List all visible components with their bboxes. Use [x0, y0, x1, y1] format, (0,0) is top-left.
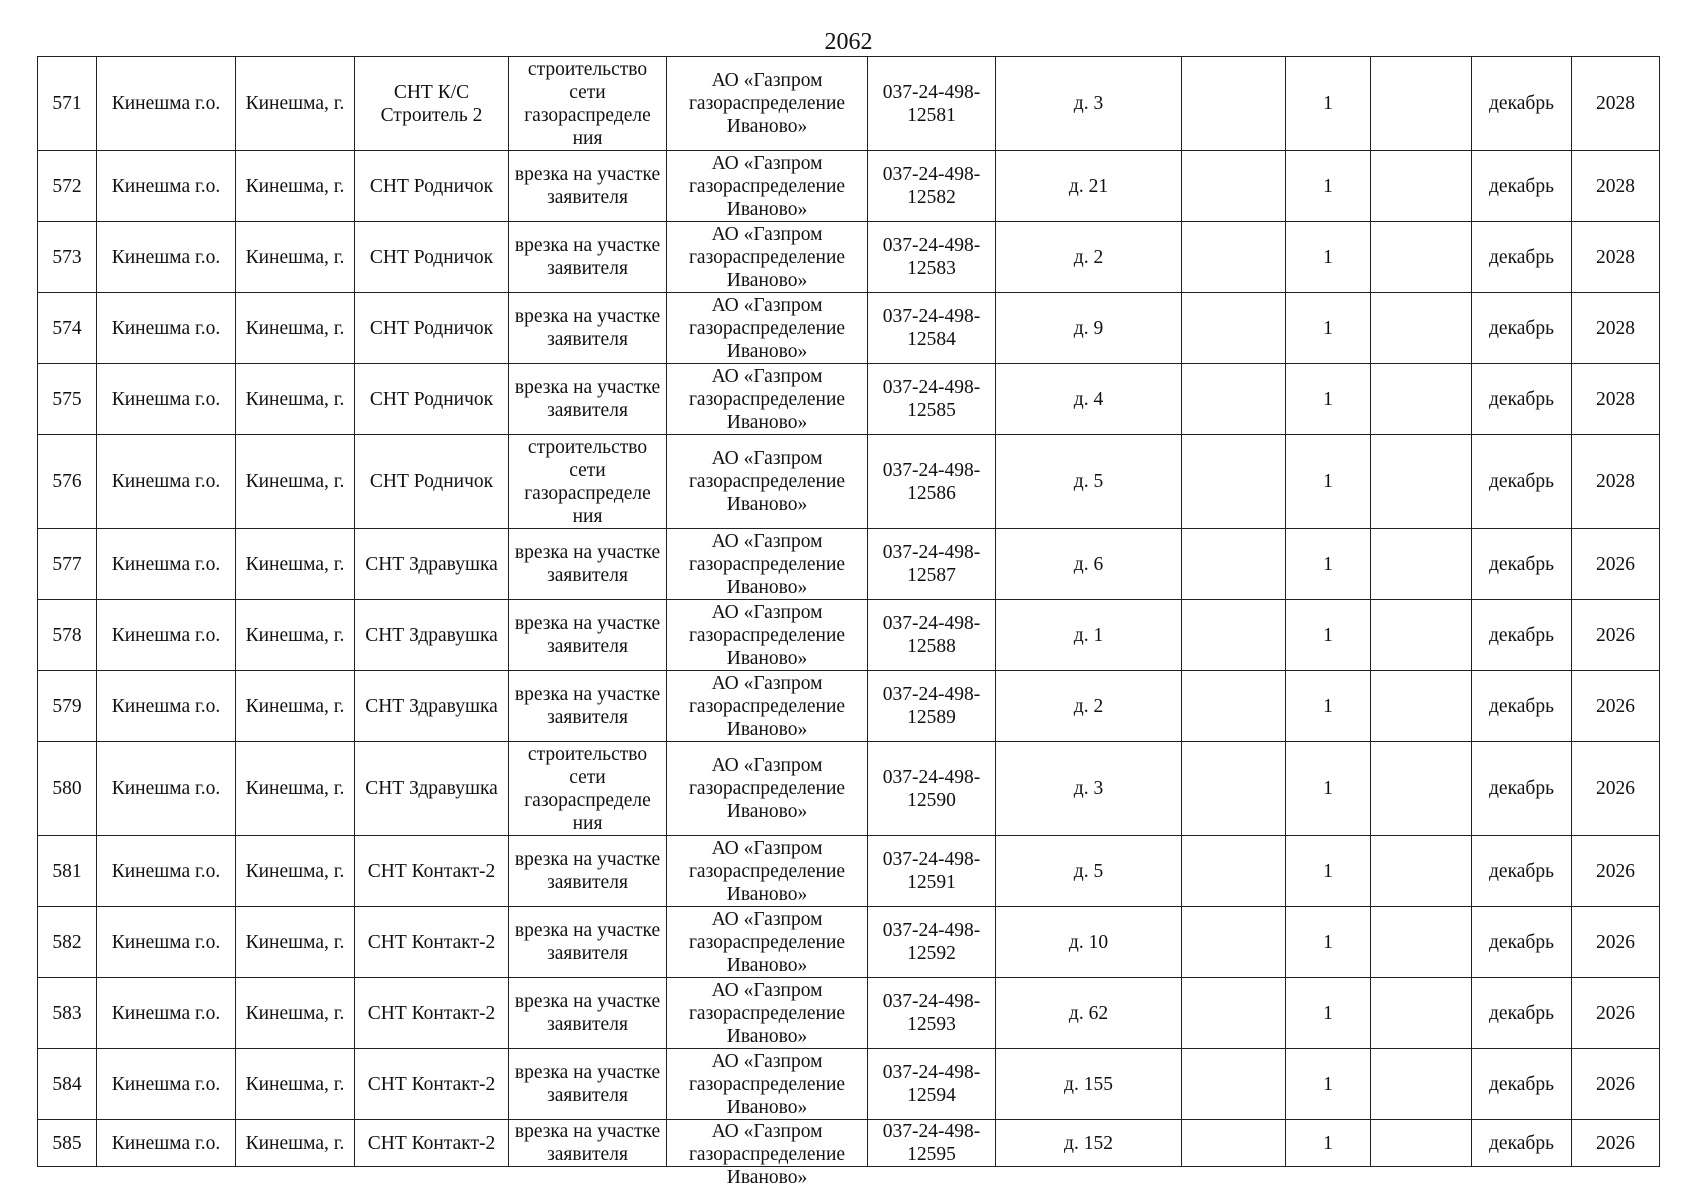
month-cell: декабрь — [1472, 907, 1572, 978]
empty-cell — [1371, 293, 1472, 364]
organization-cell: АО «Газпром газораспределение Иваново» — [667, 836, 868, 907]
settlement-cell: СНТ Здравушка — [355, 529, 509, 600]
settlement-cell: СНТ Контакт-2 — [355, 978, 509, 1049]
house-cell: д. 9 — [996, 293, 1182, 364]
empty-cell — [1371, 151, 1472, 222]
district-cell: Кинешма г.о. — [97, 978, 236, 1049]
district-cell: Кинешма г.о. — [97, 742, 236, 836]
row-number: 574 — [38, 293, 97, 364]
table-row — [38, 1120, 1660, 1167]
row-number: 573 — [38, 222, 97, 293]
city-cell: Кинешма, г. — [236, 57, 355, 151]
city-cell: Кинешма, г. — [236, 435, 355, 529]
settlement-cell: СНТ Родничок — [355, 293, 509, 364]
row-number: 584 — [38, 1049, 97, 1120]
row-number: 582 — [38, 907, 97, 978]
empty-cell — [1371, 1049, 1472, 1120]
settlement-cell: СНТ Здравушка — [355, 671, 509, 742]
district-cell: Кинешма г.о. — [97, 151, 236, 222]
house-cell: д. 5 — [996, 836, 1182, 907]
month-cell: декабрь — [1472, 978, 1572, 1049]
empty-cell — [1182, 529, 1286, 600]
quantity-cell: 1 — [1286, 907, 1371, 978]
quantity-cell: 1 — [1286, 742, 1371, 836]
work-type-cell: врезка на участке заявителя — [509, 529, 667, 600]
year-cell: 2028 — [1572, 57, 1660, 151]
empty-cell — [1371, 600, 1472, 671]
work-type-cell: врезка на участке заявителя — [509, 836, 667, 907]
table-row — [38, 293, 1660, 364]
empty-cell — [1182, 671, 1286, 742]
page-number: 2062 — [824, 29, 873, 55]
row-number: 583 — [38, 978, 97, 1049]
empty-cell — [1371, 907, 1472, 978]
district-cell: Кинешма г.о. — [97, 907, 236, 978]
month-cell: декабрь — [1472, 742, 1572, 836]
quantity-cell: 1 — [1286, 836, 1371, 907]
empty-cell — [1182, 57, 1286, 151]
request-code-cell: 037-24-498-12583 — [868, 222, 996, 293]
house-cell: д. 4 — [996, 364, 1182, 435]
work-type-cell: врезка на участке заявителя — [509, 1049, 667, 1120]
quantity-cell: 1 — [1286, 364, 1371, 435]
work-type-cell: врезка на участке заявителя — [509, 151, 667, 222]
house-cell: д. 152 — [996, 1120, 1182, 1167]
organization-cell: АО «Газпром газораспределение Иваново» — [667, 529, 868, 600]
table-row — [38, 671, 1660, 742]
empty-cell — [1371, 364, 1472, 435]
quantity-cell: 1 — [1286, 57, 1371, 151]
settlement-cell: СНТ Родничок — [355, 364, 509, 435]
work-type-cell: строительство сети газораспределе ния — [509, 742, 667, 836]
organization-cell: АО «Газпром газораспределение Иваново» — [667, 435, 868, 529]
house-cell: д. 2 — [996, 671, 1182, 742]
district-cell: Кинешма г.о. — [97, 529, 236, 600]
organization-cell — [667, 1120, 868, 1188]
request-code-cell: 037-24-498-12584 — [868, 293, 996, 364]
city-cell: Кинешма, г. — [236, 600, 355, 671]
row-number: 585 — [38, 1120, 97, 1167]
quantity-cell: 1 — [1286, 293, 1371, 364]
city-cell: Кинешма, г. — [236, 364, 355, 435]
row-number: 579 — [38, 671, 97, 742]
row-number: 581 — [38, 836, 97, 907]
month-cell: декабрь — [1472, 836, 1572, 907]
month-cell: декабрь — [1472, 57, 1572, 151]
request-code-cell: 037-24-498-12581 — [868, 57, 996, 151]
year-cell: 2028 — [1572, 293, 1660, 364]
table-row — [38, 151, 1660, 222]
quantity-cell: 1 — [1286, 222, 1371, 293]
house-cell: д. 155 — [996, 1049, 1182, 1120]
year-cell: 2026 — [1572, 907, 1660, 978]
empty-cell — [1371, 435, 1472, 529]
work-type-cell: врезка на участке заявителя — [509, 293, 667, 364]
empty-cell — [1371, 1120, 1472, 1167]
city-cell: Кинешма, г. — [236, 978, 355, 1049]
district-cell: Кинешма г.о. — [97, 435, 236, 529]
empty-cell — [1182, 907, 1286, 978]
district-cell: Кинешма г.о. — [97, 57, 236, 151]
month-cell: декабрь — [1472, 1049, 1572, 1120]
request-code-cell: 037-24-498-12587 — [868, 529, 996, 600]
request-code-cell: 037-24-498-12595 — [868, 1120, 996, 1167]
quantity-cell: 1 — [1286, 529, 1371, 600]
empty-cell — [1182, 151, 1286, 222]
house-cell: д. 6 — [996, 529, 1182, 600]
district-cell: Кинешма г.о. — [97, 600, 236, 671]
quantity-cell: 1 — [1286, 151, 1371, 222]
organization-cell: АО «Газпром газораспределение Иваново» — [667, 600, 868, 671]
year-cell: 2028 — [1572, 222, 1660, 293]
house-cell: д. 1 — [996, 600, 1182, 671]
request-code-cell: 037-24-498-12589 — [868, 671, 996, 742]
empty-cell — [1182, 222, 1286, 293]
organization-cell-text: АО «Газпром газораспределение Иваново» — [688, 1121, 846, 1188]
request-code-cell: 037-24-498-12586 — [868, 435, 996, 529]
city-cell: Кинешма, г. — [236, 151, 355, 222]
registry-table — [37, 56, 1660, 1188]
quantity-cell: 1 — [1286, 600, 1371, 671]
empty-cell — [1182, 293, 1286, 364]
city-cell: Кинешма, г. — [236, 222, 355, 293]
year-cell: 2028 — [1572, 364, 1660, 435]
city-cell: Кинешма, г. — [236, 742, 355, 836]
empty-cell — [1182, 364, 1286, 435]
settlement-cell: СНТ Контакт-2 — [355, 1120, 509, 1167]
empty-cell — [1371, 671, 1472, 742]
settlement-cell: СНТ Здравушка — [355, 742, 509, 836]
quantity-cell: 1 — [1286, 435, 1371, 529]
request-code-cell: 037-24-498-12582 — [868, 151, 996, 222]
year-cell: 2026 — [1572, 1049, 1660, 1120]
house-cell: д. 5 — [996, 435, 1182, 529]
registry-rows — [38, 57, 1660, 1188]
quantity-cell: 1 — [1286, 978, 1371, 1049]
work-type-cell: врезка на участке заявителя — [509, 364, 667, 435]
year-cell: 2026 — [1572, 600, 1660, 671]
row-number: 577 — [38, 529, 97, 600]
settlement-cell: СНТ Родничок — [355, 435, 509, 529]
settlement-cell: СНТ Контакт-2 — [355, 1049, 509, 1120]
empty-cell — [1182, 1120, 1286, 1167]
month-cell: декабрь — [1472, 600, 1572, 671]
organization-cell: АО «Газпром газораспределение Иваново» — [667, 671, 868, 742]
request-code-cell: 037-24-498-12588 — [868, 600, 996, 671]
row-number: 578 — [38, 600, 97, 671]
table-row — [38, 600, 1660, 671]
organization-cell: АО «Газпром газораспределение Иваново» — [667, 364, 868, 435]
city-cell: Кинешма, г. — [236, 907, 355, 978]
year-cell: 2026 — [1572, 1120, 1660, 1167]
house-cell: д. 10 — [996, 907, 1182, 978]
empty-cell — [1371, 978, 1472, 1049]
district-cell: Кинешма г.о. — [97, 1049, 236, 1120]
request-code-cell: 037-24-498-12593 — [868, 978, 996, 1049]
organization-cell: АО «Газпром газораспределение Иваново» — [667, 222, 868, 293]
settlement-cell: СНТ Родничок — [355, 222, 509, 293]
settlement-cell: СНТ К/С Строитель 2 — [355, 57, 509, 151]
year-cell: 2028 — [1572, 435, 1660, 529]
quantity-cell: 1 — [1286, 1049, 1371, 1120]
organization-cell: АО «Газпром газораспределение Иваново» — [667, 57, 868, 151]
city-cell: Кинешма, г. — [236, 1049, 355, 1120]
empty-cell — [1182, 742, 1286, 836]
city-cell: Кинешма, г. — [236, 671, 355, 742]
year-cell: 2028 — [1572, 151, 1660, 222]
empty-cell — [1182, 435, 1286, 529]
row-number: 571 — [38, 57, 97, 151]
organization-cell: АО «Газпром газораспределение Иваново» — [667, 293, 868, 364]
district-cell: Кинешма г.о. — [97, 836, 236, 907]
year-cell: 2026 — [1572, 836, 1660, 907]
district-cell: Кинешма г.о. — [97, 671, 236, 742]
city-cell: Кинешма, г. — [236, 1120, 355, 1167]
district-cell: Кинешма г.о. — [97, 293, 236, 364]
request-code-cell: 037-24-498-12585 — [868, 364, 996, 435]
organization-cell: АО «Газпром газораспределение Иваново» — [667, 742, 868, 836]
request-code-cell: 037-24-498-12591 — [868, 836, 996, 907]
table-row — [38, 1049, 1660, 1120]
request-code-cell: 037-24-498-12592 — [868, 907, 996, 978]
month-cell: декабрь — [1472, 435, 1572, 529]
month-cell: декабрь — [1472, 151, 1572, 222]
request-code-cell: 037-24-498-12590 — [868, 742, 996, 836]
empty-cell — [1182, 1049, 1286, 1120]
empty-cell — [1371, 57, 1472, 151]
empty-cell — [1182, 600, 1286, 671]
district-cell: Кинешма г.о. — [97, 222, 236, 293]
organization-cell: АО «Газпром газораспределение Иваново» — [667, 151, 868, 222]
settlement-cell: СНТ Родничок — [355, 151, 509, 222]
work-type-cell: строительство сети газораспределе ния — [509, 57, 667, 151]
work-type-cell: строительство сети газораспределе ния — [509, 435, 667, 529]
month-cell: декабрь — [1472, 293, 1572, 364]
district-cell: Кинешма г.о. — [97, 1120, 236, 1167]
organization-cell: АО «Газпром газораспределение Иваново» — [667, 978, 868, 1049]
house-cell: д. 3 — [996, 742, 1182, 836]
house-cell: д. 21 — [996, 151, 1182, 222]
quantity-cell: 1 — [1286, 671, 1371, 742]
empty-cell — [1182, 836, 1286, 907]
table-row — [38, 529, 1660, 600]
year-cell: 2026 — [1572, 978, 1660, 1049]
table-row — [38, 742, 1660, 836]
work-type-cell — [509, 1120, 667, 1167]
month-cell: декабрь — [1472, 529, 1572, 600]
house-cell: д. 2 — [996, 222, 1182, 293]
row-number: 580 — [38, 742, 97, 836]
organization-cell: АО «Газпром газораспределение Иваново» — [667, 907, 868, 978]
request-code-cell: 037-24-498-12594 — [868, 1049, 996, 1120]
table-row — [38, 222, 1660, 293]
table-row — [38, 435, 1660, 529]
organization-cell: АО «Газпром газораспределение Иваново» — [667, 1049, 868, 1120]
year-cell: 2026 — [1572, 529, 1660, 600]
work-type-cell: врезка на участке заявителя — [509, 222, 667, 293]
work-type-cell: врезка на участке заявителя — [509, 671, 667, 742]
city-cell: Кинешма, г. — [236, 529, 355, 600]
empty-cell — [1371, 222, 1472, 293]
work-type-cell: врезка на участке заявителя — [509, 600, 667, 671]
house-cell: д. 3 — [996, 57, 1182, 151]
work-type-cell-text: врезка на участке заявителя — [514, 1121, 661, 1165]
empty-cell — [1371, 529, 1472, 600]
month-cell: декабрь — [1472, 364, 1572, 435]
empty-cell — [1371, 742, 1472, 836]
row-number: 576 — [38, 435, 97, 529]
table-row — [38, 978, 1660, 1049]
city-cell: Кинешма, г. — [236, 293, 355, 364]
row-number: 572 — [38, 151, 97, 222]
year-cell: 2026 — [1572, 671, 1660, 742]
table-row — [38, 364, 1660, 435]
table-row — [38, 907, 1660, 978]
settlement-cell: СНТ Контакт-2 — [355, 907, 509, 978]
settlement-cell: СНТ Здравушка — [355, 600, 509, 671]
work-type-cell: врезка на участке заявителя — [509, 978, 667, 1049]
year-cell: 2026 — [1572, 742, 1660, 836]
settlement-cell: СНТ Контакт-2 — [355, 836, 509, 907]
month-cell: декабрь — [1472, 222, 1572, 293]
city-cell: Кинешма, г. — [236, 836, 355, 907]
work-type-cell: врезка на участке заявителя — [509, 907, 667, 978]
row-number: 575 — [38, 364, 97, 435]
house-cell: д. 62 — [996, 978, 1182, 1049]
empty-cell — [1182, 978, 1286, 1049]
table-row — [38, 57, 1660, 151]
district-cell: Кинешма г.о. — [97, 364, 236, 435]
month-cell: декабрь — [1472, 671, 1572, 742]
month-cell: декабрь — [1472, 1120, 1572, 1167]
empty-cell — [1371, 836, 1472, 907]
quantity-cell: 1 — [1286, 1120, 1371, 1167]
table-row — [38, 836, 1660, 907]
